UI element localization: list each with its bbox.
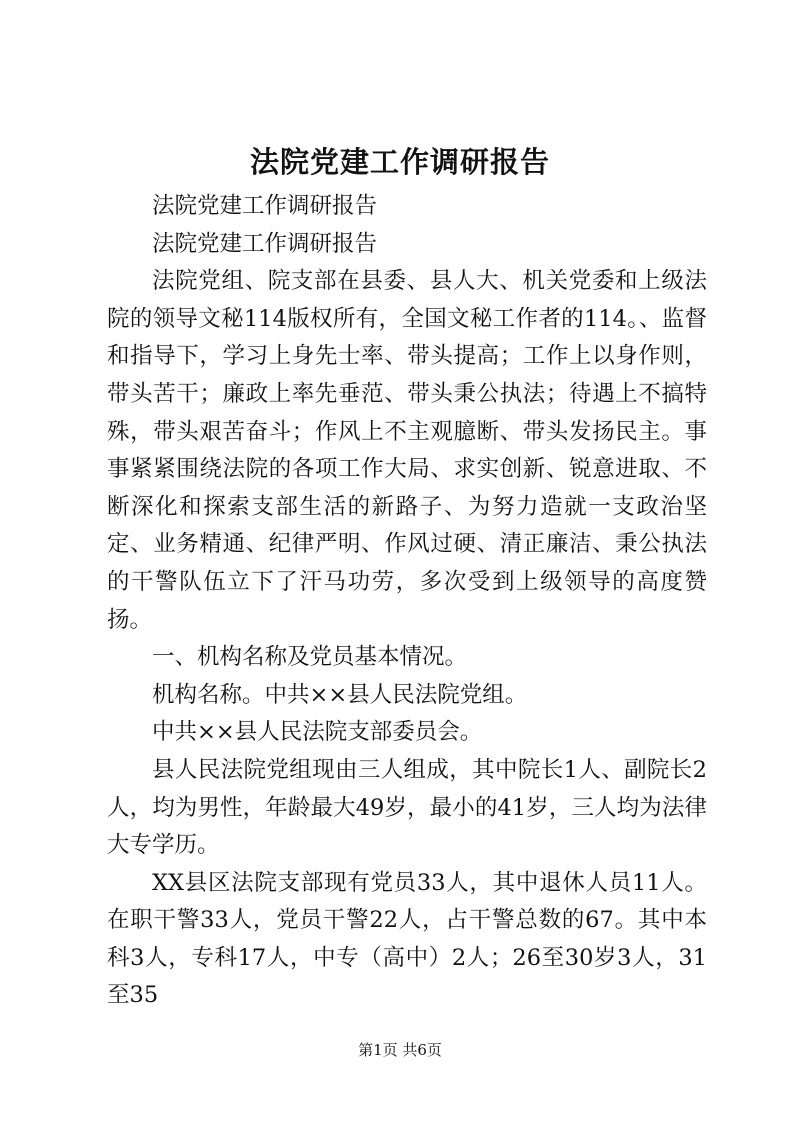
paragraph: 机构名称。中共××县人民法院党组。 bbox=[152, 681, 528, 708]
paragraph: 中共××县人民法院支部委员会。 bbox=[152, 719, 483, 746]
paragraph: XX县区法院支部现有党员33人，其中退休人员11人。在职干警33人，党员干警22人，占干警总数的67。其中本科3人，专科17人，中专（高中）2人；26至30岁3人，31至35 bbox=[107, 869, 707, 1009]
paragraph: 县人民法院党组现由三人组成，其中院长1人、副院长2人，均为男性，年龄最大49岁，最小的41岁，三人均为法律大专学历。 bbox=[107, 756, 707, 859]
paragraph: 法院党建工作调研报告 bbox=[152, 230, 378, 257]
paragraph: 法院党组、院支部在县委、县人大、机关党委和上级法院的领导文秘114版权所有，全国文秘工作者的114。、监督和指导下，学习上身先士率、带头提高；工作上以身作则，带头苦干；廉政上率先垂范、带头秉公执法；待遇上不搞特殊，带头艰苦奋斗；作风上不主观臆断、带头发扬民主。事事紧紧围绕法院的各项工作大局、求实创新、锐意进取、不断深化和探索支部生活的新路子、为努力造就一支政治坚定、业务精通、纪律严明、作风过硬、清正廉洁、秉公执法的干警队伍立下了汗马功劳，多次受到上级领导的高度赞扬。 bbox=[107, 268, 707, 633]
document-title: 法院党建工作调研报告 bbox=[249, 145, 550, 179]
paragraph: 法院党建工作调研报告 bbox=[152, 193, 378, 219]
page-number-footer: 第1页 共6页 bbox=[358, 1041, 442, 1059]
paragraph: 一、机构名称及党员基本情况。 bbox=[152, 644, 468, 671]
document-body bbox=[107, 188, 707, 1015]
